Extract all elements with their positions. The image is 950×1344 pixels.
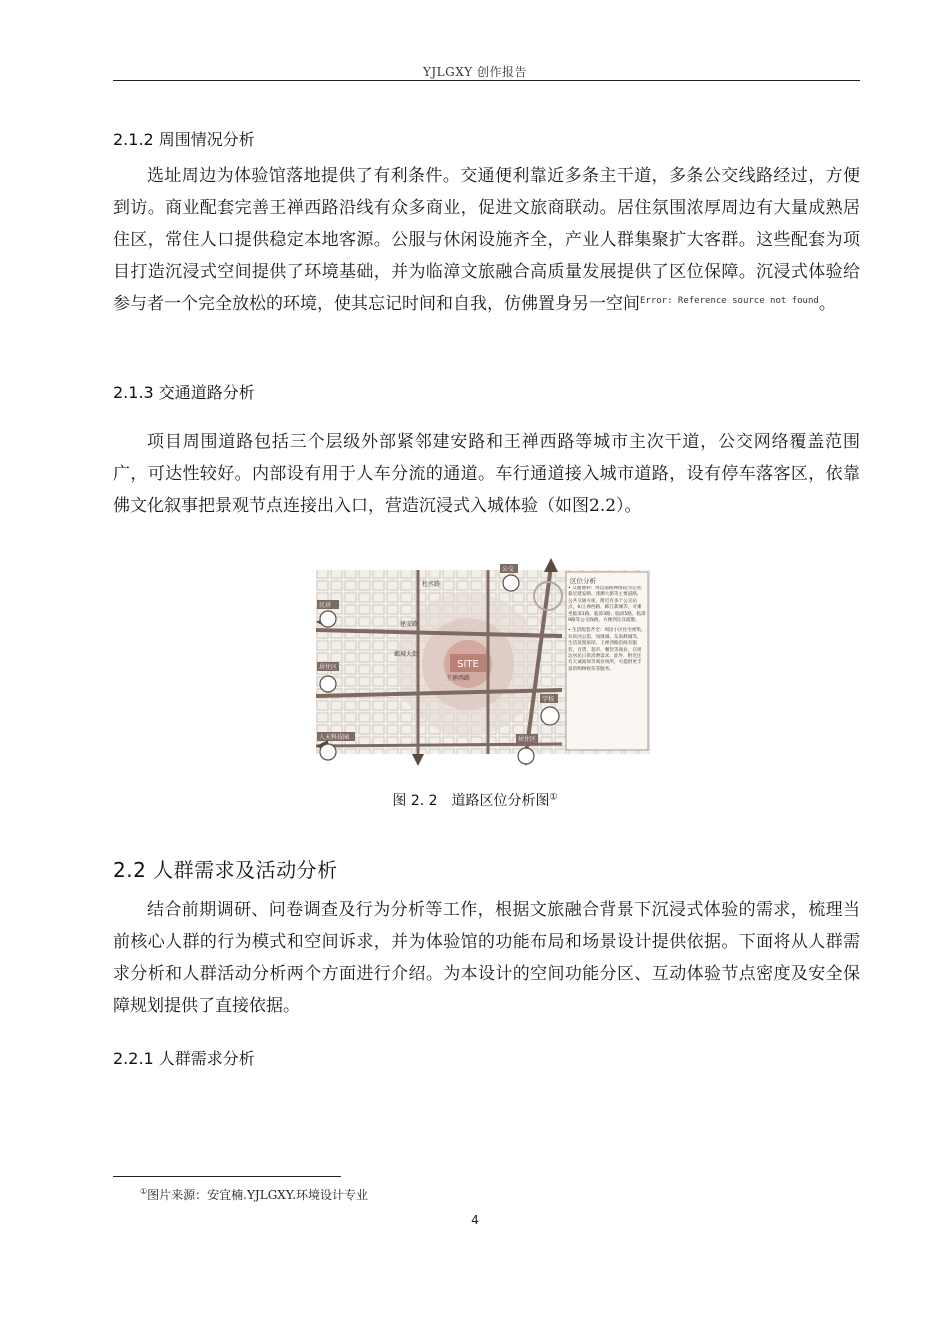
tag-bus: 公交 bbox=[502, 566, 515, 573]
figure-caption-text: 图 2. 2 道路区位分析图 bbox=[392, 793, 550, 809]
section-2-1-3-heading: 2.1.3 交通道路分析 bbox=[113, 383, 255, 402]
building-icon bbox=[320, 676, 336, 692]
section-2-1-2-heading: 2.1.2 周围情况分析 bbox=[113, 130, 255, 149]
road-location-map bbox=[316, 556, 650, 768]
residence-icon bbox=[518, 748, 534, 764]
tag-school: 学校 bbox=[542, 696, 555, 703]
page-number: 4 bbox=[471, 1213, 479, 1227]
footnote-text: 图片来源：安宜楠.YJLGXY.环境设计专业 bbox=[147, 1188, 369, 1202]
road-label-jianan: 建安路 bbox=[400, 621, 419, 628]
tag-bottom-right: 居住区 bbox=[518, 736, 537, 743]
footnote bbox=[140, 1186, 368, 1203]
legend-text-transport: • 交通便利：周边道路网络较为完善，靠近建安路、滦渊大街等主要道路，公共交通方面，附近有多个公交站点，如王禅西路、邺江新城等，可乘坐临漳1路、临漳3路、临漳5路、临漳9路等公交线路，方便到达及疏散。 bbox=[568, 586, 646, 624]
paragraph-text: 选址周边为体验馆落地提供了有利条件。交通便利靠近多条主干道，多条公交线路经过，方便到访。商业配套完善王禅西路沿线有众多商业，促进文旅商联动。居住氛围浓厚周边有大量成熟居住区，常住人口提供稳定本地客源。公服与休闲设施齐全，产业人群集聚扩大客群。这些配套为项目打造沉浸式空间提供了环境基础，并为临漳文旅融合高质量发展提供了区位保障。沉浸式体验给参与者一个完全放松的环境，使其忘记时间和自我，仿佛置身另一空间 bbox=[113, 166, 860, 314]
section-2-2-heading: 2.2 人群需求及活动分析 bbox=[113, 858, 338, 882]
header-rule bbox=[113, 80, 860, 81]
figure-caption-mark: ① bbox=[549, 792, 558, 803]
school-icon bbox=[541, 707, 559, 725]
arrow-south-left bbox=[412, 754, 424, 766]
legend-title: 区位分析 bbox=[570, 577, 596, 585]
tag-bottom-left: 人天科技园 bbox=[319, 734, 350, 741]
footnote-rule bbox=[113, 1176, 341, 1177]
section-2-1-2-paragraph bbox=[113, 160, 860, 320]
footnote-mark: ① bbox=[140, 1187, 148, 1196]
tag-top-left: 民居 bbox=[319, 602, 332, 609]
road-bottom bbox=[316, 744, 562, 746]
road-label-top: 杜丞路 bbox=[422, 581, 441, 588]
section-2-1-3-paragraph: 项目周围道路包括三个层级外部紧邻建安路和王禅西路等城市主次干道，公交网络覆盖范围广，可达性较好。内部设有用于人车分流的通道。车行通道接入城市道路，设有停车落客区，依靠佛文化叙事把景观节点连接出入口，营造沉浸式入城体验（如图2.2）。 bbox=[113, 432, 860, 516]
arrow-north bbox=[544, 558, 558, 572]
road-label-side: 邺城大街 bbox=[394, 651, 419, 658]
tag-mid-left: 居住区 bbox=[319, 664, 338, 671]
page-header: YJLGXY 创作报告 bbox=[422, 65, 528, 79]
home-icon bbox=[320, 611, 336, 627]
office-icon bbox=[320, 744, 336, 760]
section-2-2-1-heading: 2.2.1 人群需求分析 bbox=[113, 1049, 255, 1068]
figure-caption bbox=[0, 790, 950, 810]
site-label: SITE bbox=[457, 659, 479, 670]
reference-error: Error: Reference source not found bbox=[640, 296, 819, 306]
road-label-wangchan: 王禅西路 bbox=[446, 675, 471, 682]
section-2-2-paragraph: 结合前期调研、问卷调查及行为分析等工作，根据文旅融合背景下沉浸式体验的需求，梳理当前核心人群的行为模式和空间诉求，并为体验馆的功能布局和场景设计提供依据。下面将从人群需求分析和人群活动分析两个方面进行介绍。为本设计的空间功能分区、互动体验节点密度及安全保障规划提供了直接依据。 bbox=[113, 900, 860, 1016]
legend-body bbox=[568, 586, 646, 748]
legend-text-amenities: • 生活配套齐全：周边小区住宅密集，有滨河公馆、凤凰城、东南邺城等，生活氛围浓厚。王禅西路沿线有服装、百货、超市、餐饮等商业，在周边居民日常消费需求，此外，附近还有天诚商场等商业场所，可提供更丰富的购物娱乐等服务。 bbox=[568, 628, 646, 672]
paragraph-end: 。 bbox=[818, 294, 836, 314]
bus-icon bbox=[503, 575, 519, 591]
